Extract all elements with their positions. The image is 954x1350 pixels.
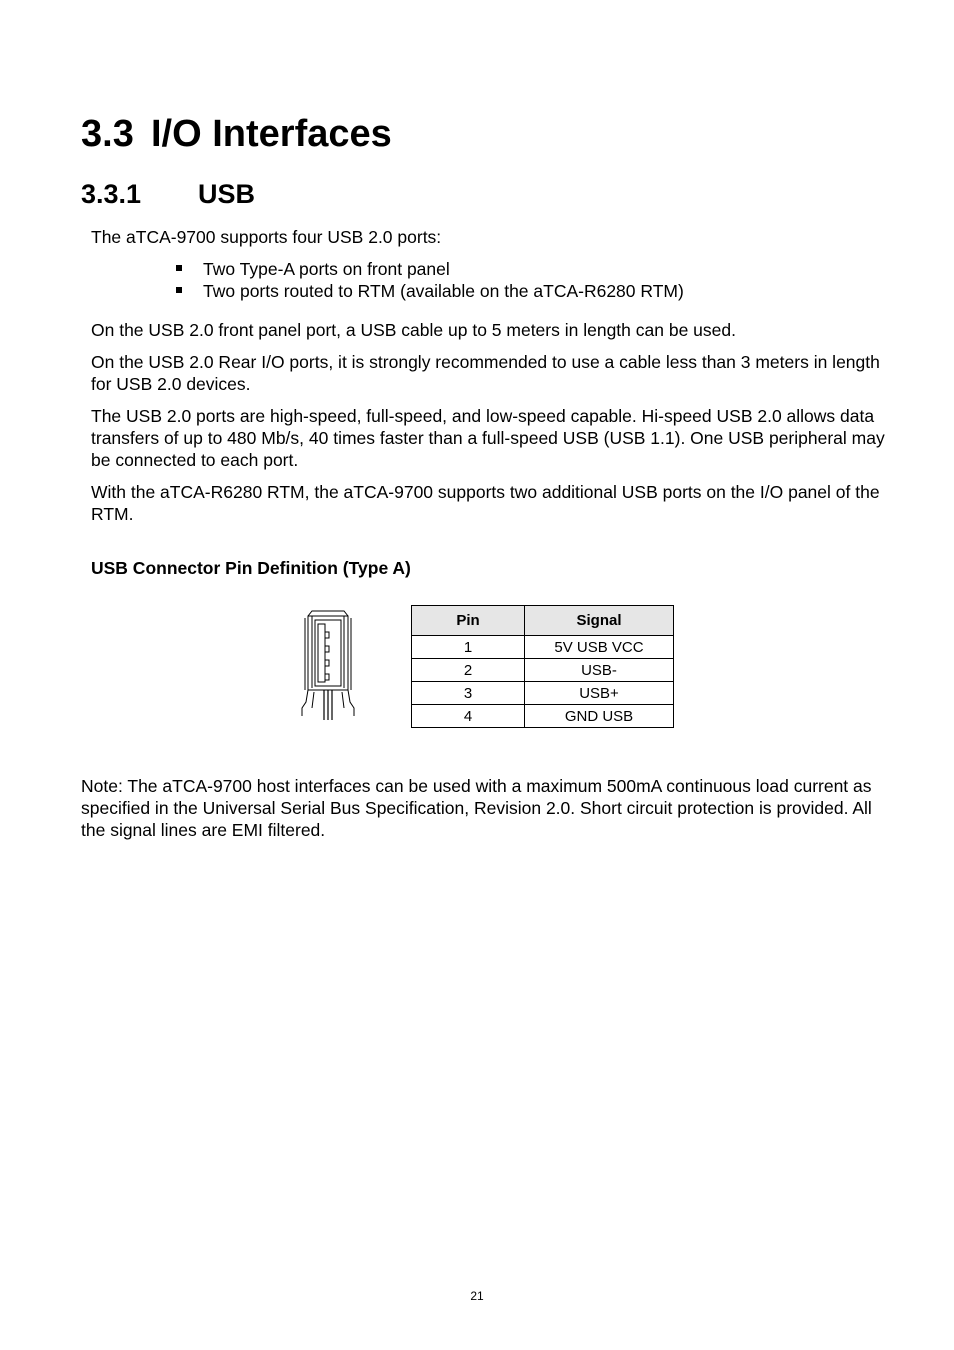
- signal-cell: 5V USB VCC: [525, 636, 674, 659]
- signal-cell: USB-: [525, 659, 674, 682]
- pin-cell: 2: [412, 659, 525, 682]
- table-header-row: [412, 606, 674, 636]
- note-paragraph: Note: The aTCA-9700 host interfaces can be used with a maximum 500mA continuous load current as specified in the Universal Serial Bus Specification, Revision 2.0. Short circuit protection is provided. All the signal lines are EMI filtered.: [81, 776, 872, 840]
- speed-paragraph: The USB 2.0 ports are high-speed, full-speed, and low-speed capable. Hi-speed USB 2.0 allows data transfers of up to 480 Mb/s, 40 times faster than a full-speed USB (USB 1.1). One USB peripheral may be connected to each port.: [91, 406, 885, 470]
- pin-table-title: USB Connector Pin Definition (Type A): [91, 558, 411, 578]
- page-number: 21: [470, 1289, 484, 1303]
- list-item: Two Type-A ports on front panel: [174, 258, 684, 280]
- usb-type-a-connector-icon: [300, 608, 356, 722]
- table-row: [412, 682, 674, 705]
- subsection-title: USB: [198, 179, 256, 209]
- signal-cell: USB+: [525, 682, 674, 705]
- column-header-pin: Pin: [412, 606, 525, 636]
- subsection-heading: [81, 176, 255, 212]
- rtm-paragraph: With the aTCA-R6280 RTM, the aTCA-9700 supports two additional USB ports on the I/O panel of the RTM.: [91, 482, 880, 524]
- front-panel-paragraph: On the USB 2.0 front panel port, a USB cable up to 5 meters in length can be used.: [91, 320, 736, 340]
- subsection-number: 3.3.1: [81, 179, 142, 209]
- pin-cell: 1: [412, 636, 525, 659]
- signal-cell: GND USB: [525, 705, 674, 728]
- section-number: 3.3: [81, 113, 134, 155]
- list-item: Two ports routed to RTM (available on the aTCA-R6280 RTM): [174, 280, 684, 302]
- pin-cell: 3: [412, 682, 525, 705]
- pin-definition-table: [411, 605, 674, 728]
- section-heading: [81, 110, 392, 158]
- table-row: [412, 636, 674, 659]
- table-row: [412, 705, 674, 728]
- port-list: [174, 258, 684, 302]
- column-header-signal: Signal: [525, 606, 674, 636]
- rear-io-paragraph: On the USB 2.0 Rear I/O ports, it is strongly recommended to use a cable less than 3 meters in length for USB 2.0 devices.: [91, 352, 880, 394]
- section-title: I/O Interfaces: [151, 113, 392, 155]
- bullet-square-icon: [176, 265, 182, 271]
- bullet-square-icon: [176, 287, 182, 293]
- intro-paragraph: The aTCA-9700 supports four USB 2.0 ports:: [91, 227, 442, 247]
- pin-cell: 4: [412, 705, 525, 728]
- table-row: [412, 659, 674, 682]
